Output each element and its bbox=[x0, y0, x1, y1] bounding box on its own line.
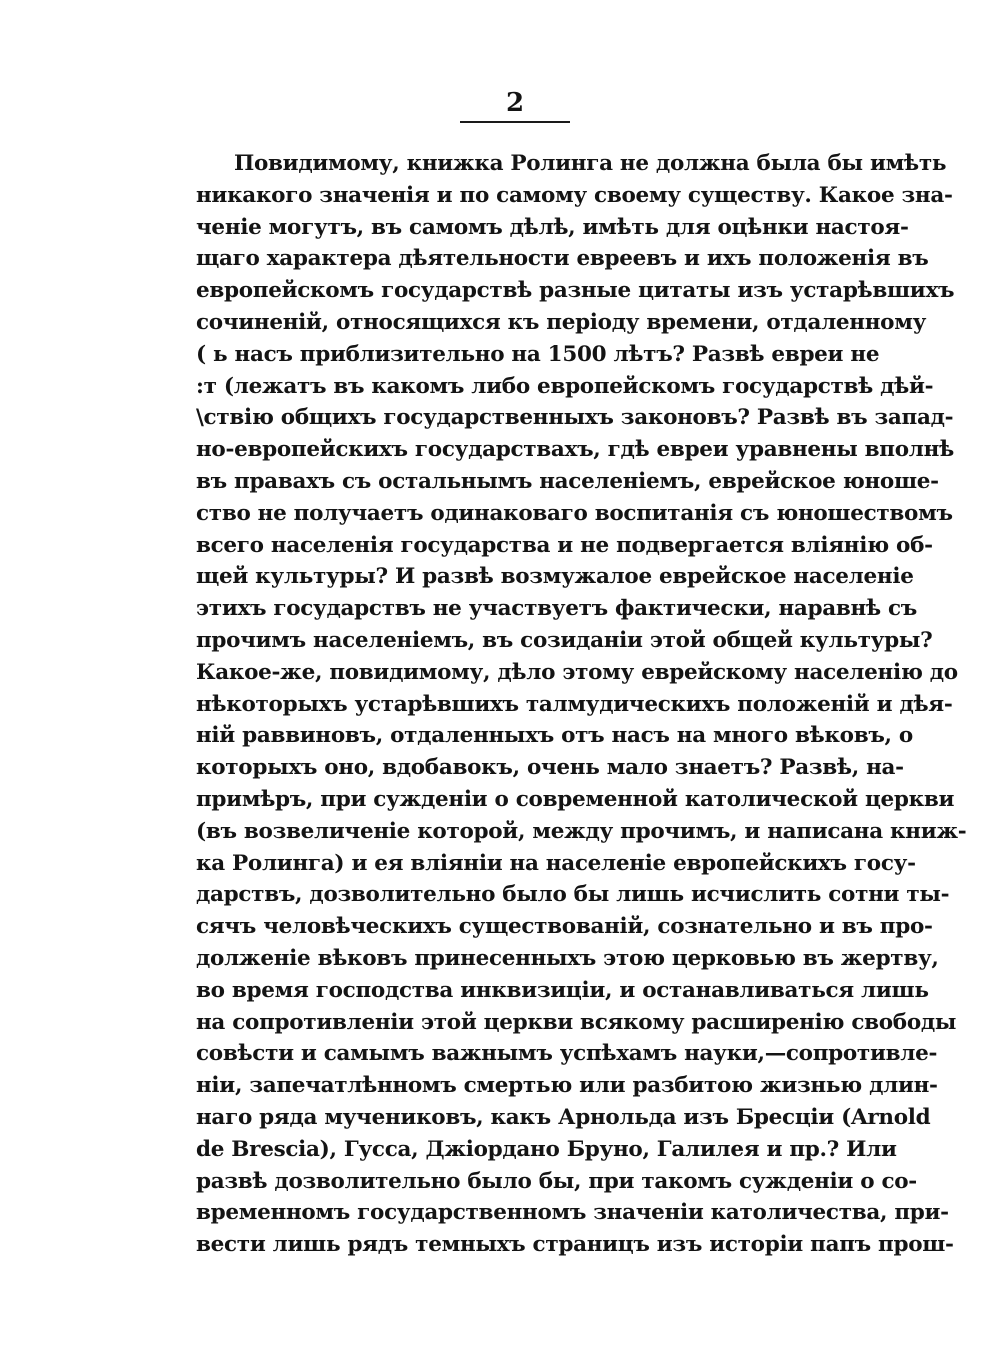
text-line: на сопротивленіи этой церкви всякому расширенію свободы bbox=[196, 1009, 957, 1035]
text-line: ній раввиновъ, отдаленныхъ отъ насъ на много вѣковъ, о bbox=[196, 723, 913, 749]
text-line: въ правахъ съ остальнымъ населеніемъ, еврейское юноше- bbox=[196, 468, 939, 494]
text-line: всего населенія государства и не подвергается вліянію об- bbox=[196, 532, 933, 558]
text-line: щей культуры? И развѣ возмужалое еврейское населеніе bbox=[196, 564, 914, 590]
text-line: наго ряда мучениковъ, какъ Арнольда изъ Бресціи (Arnold bbox=[196, 1104, 931, 1130]
text-line: развѣ дозволительно было бы, при такомъ сужденіи о со- bbox=[196, 1168, 917, 1194]
text-line: временномъ государственномъ значеніи католичества, при- bbox=[196, 1200, 949, 1226]
text-line: во время господства инквизиціи, и останавливаться лишь bbox=[196, 977, 929, 1003]
text-line: этихъ государствъ не участвуетъ фактически, наравнѣ съ bbox=[196, 596, 917, 622]
text-line: примѣръ, при сужденіи о современной католической церкви bbox=[196, 786, 955, 812]
text-line: сячъ человѣческихъ существованій, сознательно и въ про- bbox=[196, 914, 933, 940]
page-number: 2 bbox=[505, 88, 525, 118]
text-line: сочиненій, относящихся къ періоду времени, отдаленному bbox=[196, 309, 927, 335]
text-line: ченіе могутъ, въ самомъ дѣлѣ, имѣть для оцѣнки настоя- bbox=[196, 214, 909, 240]
text-line: ка Ролинга) и ея вліяніи на населеніе европейскихъ госу- bbox=[196, 850, 916, 876]
text-line: вести лишь рядъ темныхъ страницъ изъ исторіи папъ прош- bbox=[196, 1232, 954, 1258]
text-line: которыхъ оно, вдобавокъ, очень мало знаетъ? Развѣ, на- bbox=[196, 755, 904, 781]
text-line: ніи, запечатлѣнномъ смертью или разбитою жизнью длин- bbox=[196, 1073, 938, 1099]
text-line: \ствію общихъ государственныхъ законовъ? Развѣ въ запад- bbox=[196, 405, 954, 431]
text-line: Какое-же, повидимому, дѣло этому еврейскому населенію до bbox=[196, 659, 958, 685]
body-text bbox=[196, 148, 967, 1261]
text-line: никакого значенія и по самому своему существу. Какое зна- bbox=[196, 182, 953, 208]
text-line: дарствъ, дозволительно было бы лишь исчислить сотни ты- bbox=[196, 882, 950, 908]
text-line: :т (лежатъ въ какомъ либо европейскомъ государствѣ дѣй- bbox=[196, 373, 934, 399]
text-line: совѣсти и самымъ важнымъ успѣхамъ науки,—сопротивле- bbox=[196, 1041, 938, 1067]
text-line: нѣкоторыхъ устарѣвшихъ талмудическихъ положеній и дѣя- bbox=[196, 691, 953, 717]
page-number-rule bbox=[460, 121, 570, 123]
text-line: европейскомъ государствѣ разные цитаты изъ устарѣвшихъ bbox=[196, 278, 955, 304]
text-line: ство не получаетъ одинаковаго воспитанія съ юношествомъ bbox=[196, 500, 953, 526]
text-line: прочимъ населеніемъ, въ созиданіи этой общей культуры? bbox=[196, 627, 933, 653]
text-line: но-европейскихъ государствахъ, гдѣ евреи уравнены вполнѣ bbox=[196, 437, 954, 463]
text-line: щаго характера дѣятельности евреевъ и ихъ положенія въ bbox=[196, 246, 929, 272]
text-line: долженіе вѣковъ принесенныхъ этою церковью въ жертву, bbox=[196, 945, 939, 971]
text-line: Повидимому, книжка Ролинга не должна была бы имѣть bbox=[234, 151, 947, 176]
text-line: (въ возвеличеніе которой, между прочимъ, и написана книж- bbox=[196, 818, 967, 844]
text-line: de Brescia), Гусса, Джіордано Бруно, Галилея и пр.? Или bbox=[196, 1136, 897, 1162]
text-line: ( ь насъ приблизительно на 1500 лѣтъ? Развѣ евреи не bbox=[196, 341, 880, 367]
